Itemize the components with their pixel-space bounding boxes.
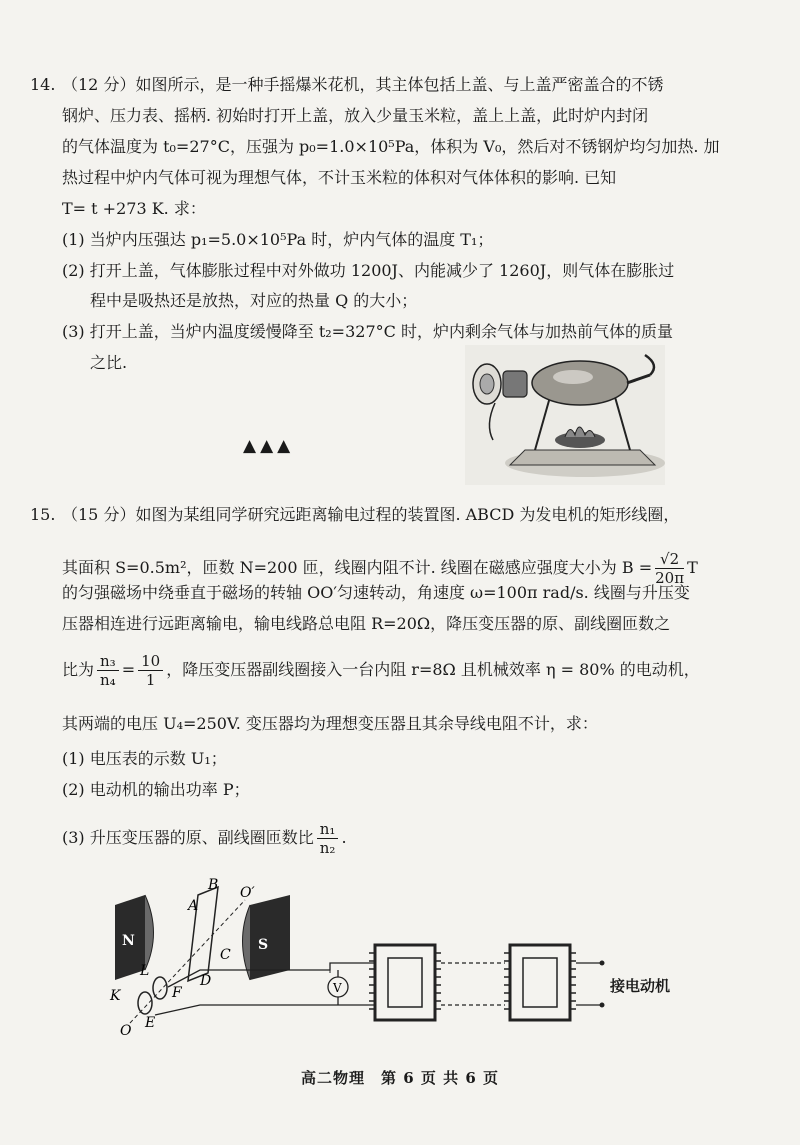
axis-label-o: O bbox=[120, 1023, 132, 1039]
q15-line-5-pre: 比为 bbox=[62, 660, 95, 679]
b-field-fraction bbox=[655, 550, 684, 587]
popcorn-machine-illustration bbox=[465, 345, 665, 485]
step-up-ratio-numerator: n₁ bbox=[317, 820, 339, 839]
coil-label-c: C bbox=[220, 947, 231, 963]
ratio-value-fraction bbox=[138, 652, 163, 689]
coil-label-b: B bbox=[208, 877, 219, 893]
ratio-value-denominator: 1 bbox=[145, 671, 156, 689]
magnet-s-label: S bbox=[258, 937, 269, 953]
step-up-ratio-fraction bbox=[317, 820, 339, 857]
q15-line-5 bbox=[62, 650, 700, 690]
q15-line-2 bbox=[62, 548, 698, 588]
axis-label-o-prime: O′ bbox=[240, 885, 255, 901]
q14-line-4: 热过程中炉内气体可视为理想气体，不计玉米粒的体积对气体体积的影响. 已知 bbox=[62, 168, 617, 187]
brush-label-f: F bbox=[172, 985, 182, 1001]
q15-sub3 bbox=[62, 818, 347, 858]
q14-line-3: 的气体温度为 t₀=27°C，压强为 p₀=1.0×10⁵Pa，体积为 V₀，然后对不锈钢炉均匀加热. 加 bbox=[62, 137, 720, 156]
coil-label-d: D bbox=[200, 973, 212, 989]
q14-line-1: （12 分）如图所示，是一种手摇爆米花机，其主体包括上盖、与上盖严密盖合的不锈 bbox=[62, 75, 664, 94]
q15-line-2-text: 其面积 S=0.5m²，匝数 N=200 匝，线圈内阻不计. 线圈在磁感应强度大小为 B = bbox=[62, 558, 653, 577]
q14-number: 14. bbox=[30, 75, 56, 94]
q14-sub1: (1) 当炉内压强达 p₁=5.0×10⁵Pa 时，炉内气体的温度 T₁； bbox=[62, 230, 494, 249]
motor-label: 接电动机 bbox=[610, 977, 671, 995]
step-up-ratio-denominator: n₂ bbox=[319, 839, 336, 857]
q15-line-4: 压器相连进行远距离输电，输电线路总电阻 R=20Ω，降压变压器的原、副线圈匝数之 bbox=[62, 614, 671, 633]
q15-line-6: 其两端的电压 U₄=250V. 变压器均为理想变压器且其余导线电阻不计，求： bbox=[62, 714, 598, 733]
q15-line-1: （15 分）如图为某组同学研究远距离输电过程的装置图. ABCD 为发电机的矩形线圈， bbox=[62, 505, 680, 524]
q15-sub1: (1) 电压表的示数 U₁； bbox=[62, 749, 227, 768]
coil-label-a: A bbox=[188, 898, 199, 914]
b-field-numerator: √2 bbox=[655, 550, 684, 569]
q15-sub3-text: (3) 升压变压器的原、副线圈匝数比 bbox=[62, 828, 314, 847]
voltmeter-label: V bbox=[333, 981, 342, 995]
b-field-unit: T bbox=[687, 558, 698, 577]
page-footer: 高二物理 第 6 页 共 6 页 bbox=[301, 1069, 499, 1087]
q15-line-5-post: ，降压变压器副线圈接入一台内阻 r=8Ω 且机械效率 η = 80% 的电动机， bbox=[166, 660, 700, 679]
ratio-value-numerator: 10 bbox=[138, 652, 163, 671]
q14-sub3-line1: (3) 打开上盖，当炉内温度缓慢降至 t₂=327°C 时，炉内剩余气体与加热前气体的质量 bbox=[62, 322, 673, 341]
q14-line-2: 钢炉、压力表、摇柄. 初始时打开上盖，放入少量玉米粒，盖上上盖，此时炉内封闭 bbox=[62, 106, 649, 125]
turns-ratio-fraction bbox=[97, 652, 119, 689]
brush-label-e: E bbox=[145, 1015, 156, 1031]
q14-sub2-line2: 程中是吸热还是放热，对应的热量 Q 的大小； bbox=[90, 291, 418, 310]
q15-number: 15. bbox=[30, 505, 56, 524]
q14-line-5: T= t +273 K. 求： bbox=[62, 199, 206, 218]
transmission-circuit-diagram bbox=[100, 875, 680, 1050]
turns-ratio-numerator: n₃ bbox=[97, 652, 119, 671]
q14-sub2-line1: (2) 打开上盖，气体膨胀过程中对外做功 1200J、内能减少了 1260J，则气体在膨胀过 bbox=[62, 261, 675, 280]
ring-label-l: L bbox=[140, 963, 150, 979]
q15-sub3-post: . bbox=[341, 828, 347, 847]
q14-sub3-line2: 之比. bbox=[90, 353, 128, 372]
ring-label-k: K bbox=[110, 988, 121, 1004]
q15-sub2: (2) 电动机的输出功率 P； bbox=[62, 780, 250, 799]
turns-ratio-denominator: n₄ bbox=[100, 671, 116, 689]
equals-sign: = bbox=[121, 660, 136, 679]
b-field-denominator: 20π bbox=[655, 569, 685, 587]
end-mark: ▲▲▲ bbox=[243, 436, 295, 456]
magnet-n-label: N bbox=[122, 933, 135, 949]
q15-line-3: 的匀强磁场中绕垂直于磁场的转轴 OO′匀速转动，角速度 ω=100π rad/s. 线圈与升压变 bbox=[62, 583, 690, 602]
